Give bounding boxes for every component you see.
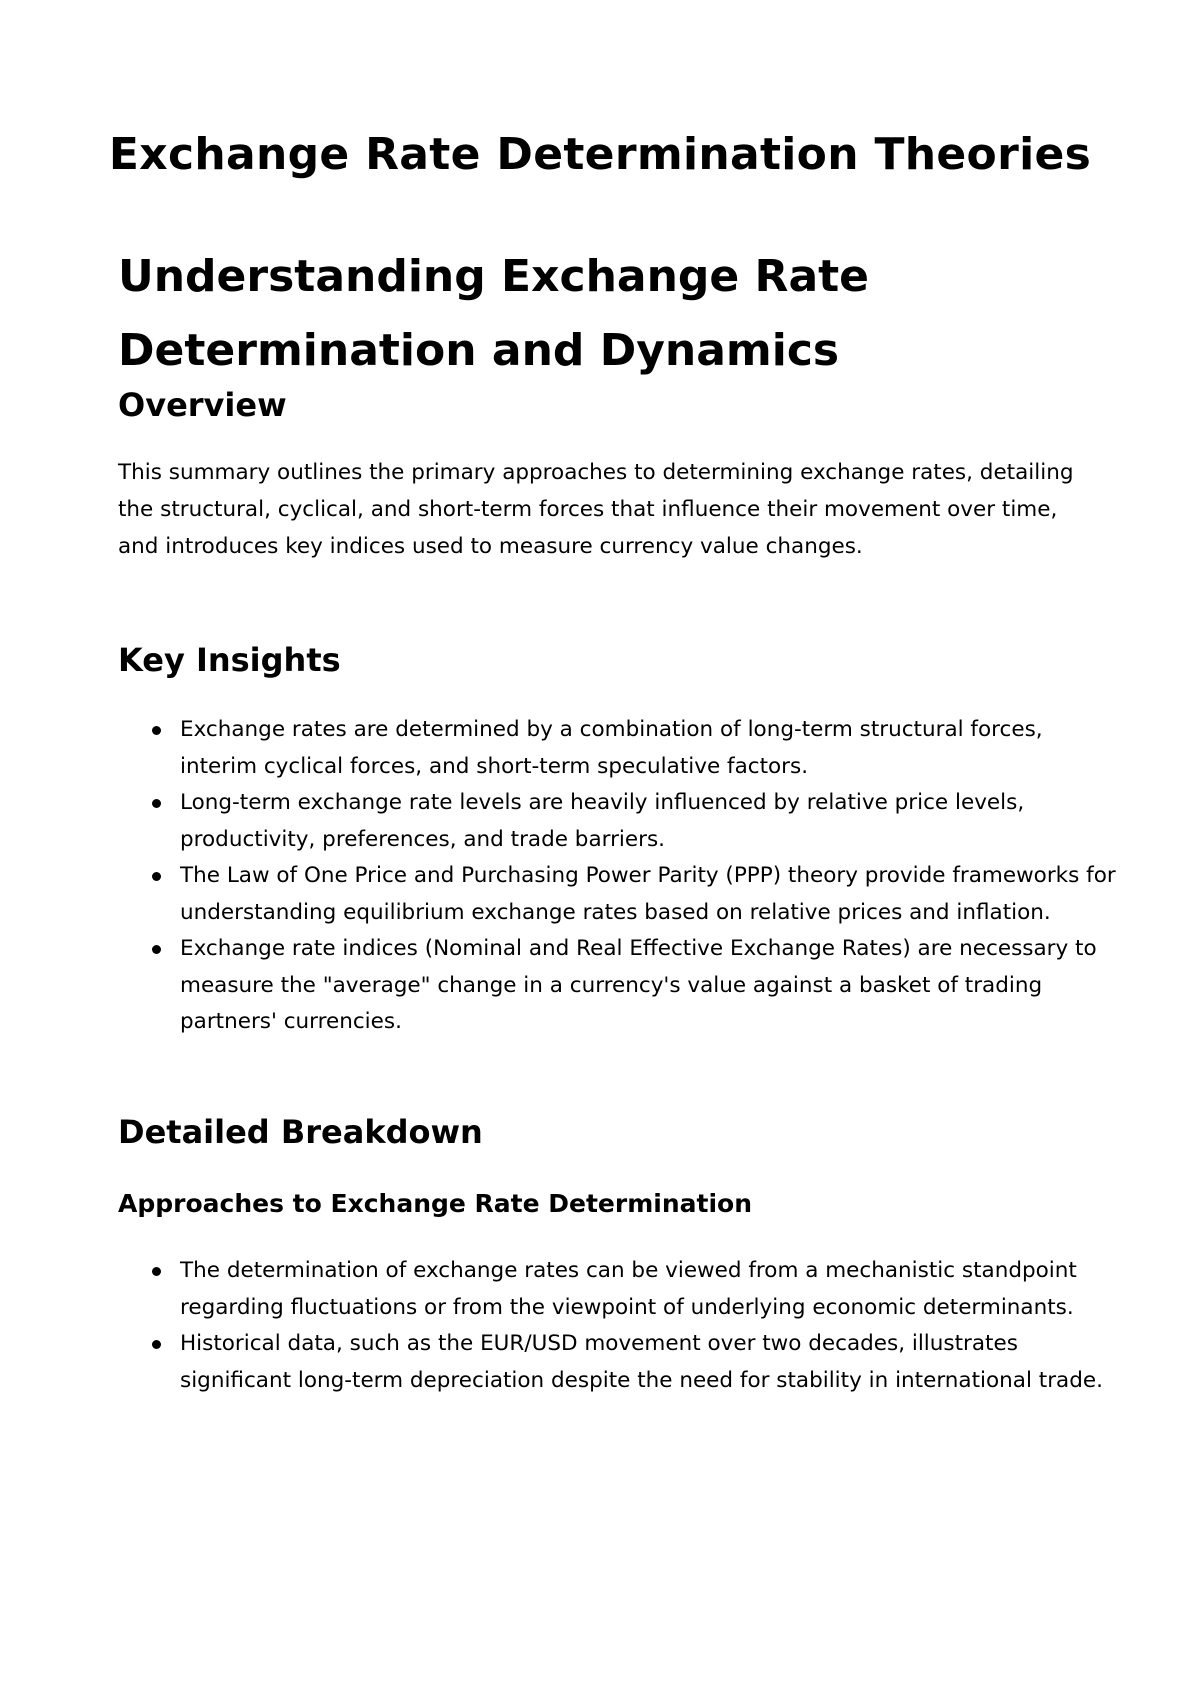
list-item-text: Historical data, such as the EUR/USD movement over two decades, illustrates significant long-term depreciation despite the need for stability in international trade.: [180, 1331, 1103, 1393]
bullet-icon: [152, 872, 161, 881]
list-item: [118, 931, 1118, 1041]
list-item: [118, 858, 1118, 931]
list-item: [118, 712, 1118, 785]
approaches-list: [118, 1253, 1118, 1399]
list-item-text: Long-term exchange rate levels are heavily influenced by relative price levels, productivity, preferences, and trade barriers.: [180, 790, 1025, 852]
bullet-icon: [152, 726, 161, 735]
overview-heading: Overview: [118, 386, 287, 424]
bullet-icon: [152, 1267, 161, 1276]
bullet-icon: [152, 945, 161, 954]
approaches-heading: Approaches to Exchange Rate Determination: [118, 1189, 752, 1218]
list-item: [118, 1326, 1118, 1399]
list-item: [118, 785, 1118, 858]
document-title: Exchange Rate Determination Theories: [108, 129, 1092, 180]
overview-text: This summary outlines the primary approaches to determining exchange rates, detailing the structural, cyclical, and short-term forces that influence their movement over time, and introduces key indices used to measure currency value changes.: [118, 460, 1074, 559]
key-insights-list: [118, 712, 1118, 1041]
bullet-icon: [152, 1340, 161, 1349]
list-item-text: Exchange rates are determined by a combination of long-term structural forces, interim cyclical forces, and short-term speculative factors.: [180, 717, 1043, 779]
main-heading: Understanding Exchange Rate Determination and Dynamics: [118, 251, 870, 376]
list-item-text: Exchange rate indices (Nominal and Real Effective Exchange Rates) are necessary to measure the "average" change in a currency's value against a basket of trading partners' currencies.: [180, 936, 1097, 1034]
list-item-text: The Law of One Price and Purchasing Power Parity (PPP) theory provide frameworks for understanding equilibrium exchange rates based on relative prices and inflation.: [180, 863, 1116, 925]
bullet-icon: [152, 799, 161, 808]
list-item: [118, 1253, 1118, 1326]
key-insights-heading: Key Insights: [118, 641, 341, 679]
list-item-text: The determination of exchange rates can be viewed from a mechanistic standpoint regarding fluctuations or from the viewpoint of underlying economic determinants.: [180, 1258, 1077, 1320]
detailed-breakdown-heading: Detailed Breakdown: [118, 1113, 483, 1151]
